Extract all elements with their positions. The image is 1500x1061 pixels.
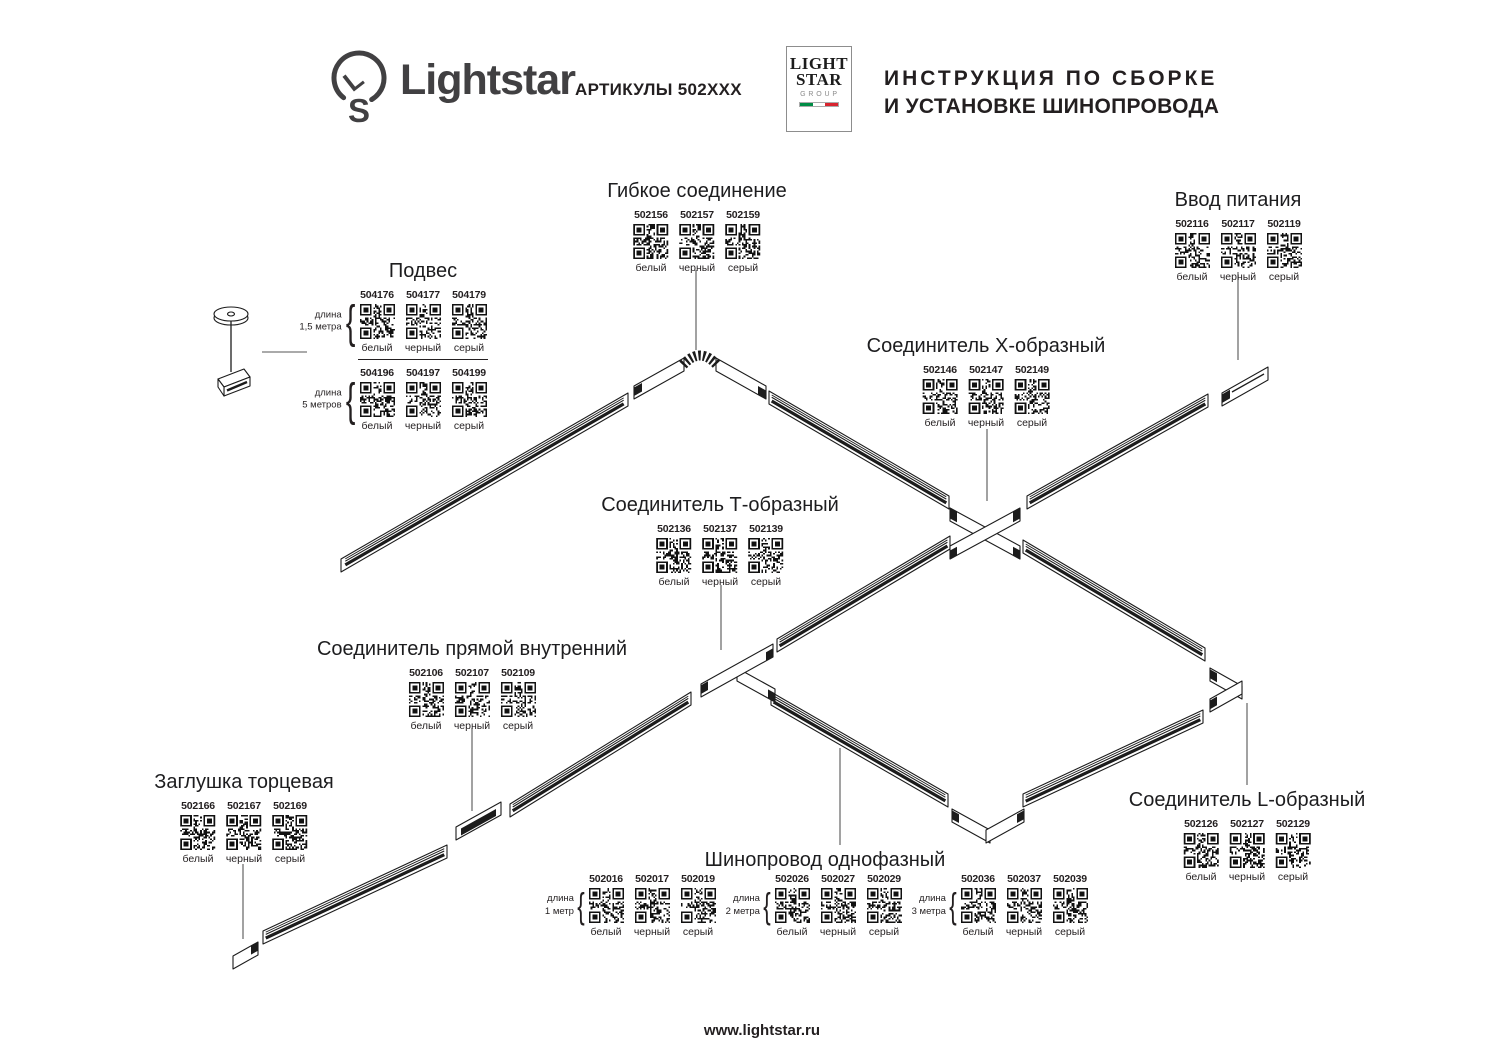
product-variant: [404, 367, 442, 432]
brace-glyph: {: [949, 884, 957, 926]
color-label: серый: [453, 342, 485, 354]
length-label: [911, 884, 959, 926]
color-label: белый: [1185, 871, 1217, 883]
article-number: 502016: [589, 873, 623, 885]
article-number: 502129: [1276, 818, 1310, 830]
article-number: 502117: [1221, 218, 1255, 230]
article-number: 502039: [1053, 873, 1087, 885]
flag-red: [825, 103, 838, 106]
product-group-power: [1173, 190, 1303, 283]
brace-glyph: {: [345, 294, 356, 347]
product-variant: [747, 523, 785, 588]
qr-code: [961, 888, 996, 923]
product-variant: [1228, 818, 1266, 883]
color-label: черный: [701, 576, 739, 588]
group-title: Гибкое соединение: [607, 180, 787, 202]
product-variant: [921, 364, 959, 429]
brand-wordmark: Lightstar: [400, 56, 575, 104]
article-number: 502116: [1175, 218, 1209, 230]
color-label: белый: [361, 420, 393, 432]
lightstar-group-logo: [786, 46, 852, 132]
qr-code: [1175, 233, 1210, 268]
article-number: 502107: [455, 667, 489, 679]
qr-code: [821, 888, 856, 923]
qr-code: [969, 379, 1004, 414]
qr-code: [455, 682, 490, 717]
product-variant: [179, 800, 217, 865]
product-variant: [633, 873, 671, 938]
qr-row: [407, 667, 537, 732]
color-label: белый: [658, 576, 690, 588]
product-group-pendant: [299, 260, 488, 432]
product-variant: [679, 873, 717, 938]
article-number: 502139: [749, 523, 783, 535]
product-variant: [587, 873, 625, 938]
article-number: 502159: [726, 209, 760, 221]
track-length-subgroup: [544, 873, 717, 938]
article-number: 502026: [775, 873, 809, 885]
product-variant: [967, 364, 1005, 429]
length-label-word: длина: [733, 893, 760, 905]
group-title: Подвес: [388, 260, 458, 282]
qr-code: [452, 382, 487, 417]
group-logo-star: STAR: [795, 70, 843, 90]
qr-row: [179, 800, 309, 865]
bulb-icon: [326, 48, 390, 128]
qr-code: [273, 815, 308, 850]
product-variant: [404, 289, 442, 354]
article-number: 502106: [409, 667, 443, 679]
article-number: 502027: [821, 873, 855, 885]
color-label: серый: [1054, 926, 1086, 938]
flag-white: [813, 103, 826, 106]
qr-code: [1276, 833, 1311, 868]
color-label: черный: [1228, 871, 1266, 883]
qr-code: [681, 888, 716, 923]
brace-glyph: {: [763, 884, 771, 926]
qr-row: [921, 364, 1051, 429]
color-label: серый: [868, 926, 900, 938]
brace-glyph: {: [577, 884, 585, 926]
color-label: черный: [404, 420, 442, 432]
product-variant: [701, 523, 739, 588]
article-number: 502167: [227, 800, 261, 812]
product-variant: [271, 800, 309, 865]
article-number: 502149: [1015, 364, 1049, 376]
qr-row: [544, 873, 717, 938]
product-variant: [773, 873, 811, 938]
color-label: серый: [1016, 417, 1048, 429]
color-label: серый: [502, 720, 534, 732]
qr-code: [923, 379, 958, 414]
document-title: [884, 67, 1219, 119]
svg-text:L: L: [337, 63, 370, 98]
color-label: серый: [1277, 871, 1309, 883]
product-variant: [1265, 218, 1303, 283]
qr-row: [1182, 818, 1312, 883]
product-group-endcap: [154, 772, 334, 865]
length-label-word: длина: [314, 387, 342, 399]
qr-code: [634, 224, 669, 259]
color-label: серый: [727, 262, 759, 274]
product-variant: [450, 289, 488, 354]
articles-label: АРТИКУЛЫ 502XXX: [575, 80, 742, 99]
article-number: 504197: [406, 367, 440, 379]
product-group-l: [1129, 790, 1366, 883]
straight-connector-graphic: [456, 802, 501, 840]
group-title: Соединитель прямой внутренний: [316, 638, 628, 660]
product-group-straight: [317, 639, 627, 732]
length-label: [544, 884, 587, 926]
qr-code: [1053, 888, 1088, 923]
length-label-value: 5 метров: [302, 399, 342, 411]
document-title-line2: И УСТАНОВКЕ ШИНОПРОВОДА: [884, 95, 1220, 118]
track-length-subgroup: [725, 873, 903, 938]
qr-code: [1230, 833, 1265, 868]
qr-code: [589, 888, 624, 923]
length-label: [299, 294, 358, 347]
color-label: черный: [819, 926, 857, 938]
qr-row: [632, 209, 762, 274]
color-label: белый: [1176, 271, 1208, 283]
color-label: черный: [1219, 271, 1257, 283]
article-number: 502126: [1184, 818, 1218, 830]
length-label-value: 3 метра: [911, 905, 946, 917]
color-label: серый: [453, 420, 485, 432]
article-number: 504179: [452, 289, 486, 301]
color-label: серый: [682, 926, 714, 938]
qr-code: [406, 382, 441, 417]
x-connector-graphic: [950, 508, 1020, 560]
qr-code: [635, 888, 670, 923]
color-label: черный: [404, 342, 442, 354]
l-connector-bottom-graphic: [952, 809, 1024, 843]
l-connector-right-graphic: [1210, 668, 1242, 712]
article-number: 502157: [680, 209, 714, 221]
group-title: Соединитель Х-образный: [866, 335, 1106, 357]
qr-code: [1015, 379, 1050, 414]
product-variant: [450, 367, 488, 432]
qr-row: [655, 523, 785, 588]
color-label: белый: [924, 417, 956, 429]
qr-row: [725, 873, 903, 938]
qr-code: [181, 815, 216, 850]
color-label: белый: [182, 853, 214, 865]
track-segment-graphic: [1023, 540, 1205, 661]
product-group-x: [867, 336, 1106, 429]
product-variant: [1182, 818, 1220, 883]
length-label-word: длина: [547, 893, 574, 905]
product-variant: [1274, 818, 1312, 883]
product-variant: [655, 523, 693, 588]
color-label: белый: [590, 926, 622, 938]
length-label-value: 2 метра: [725, 905, 760, 917]
color-label: серый: [1268, 271, 1300, 283]
qr-code: [657, 538, 692, 573]
qr-code: [867, 888, 902, 923]
product-variant: [225, 800, 263, 865]
article-number: 502146: [923, 364, 957, 376]
product-variant: [1219, 218, 1257, 283]
product-variant: [358, 367, 396, 432]
qr-code: [409, 682, 444, 717]
article-number: 502036: [961, 873, 995, 885]
product-variant: [678, 209, 716, 274]
qr-code: [703, 538, 738, 573]
article-number: 504177: [406, 289, 440, 301]
qr-code: [1007, 888, 1042, 923]
document-title-line1: ИНСТРУКЦИЯ ПО СБОРКЕ: [884, 67, 1218, 90]
qr-code: [452, 304, 487, 339]
qr-code: [1267, 233, 1302, 268]
color-label: белый: [361, 342, 393, 354]
article-number: 502127: [1230, 818, 1264, 830]
product-variant: [1173, 218, 1211, 283]
product-variant: [1005, 873, 1043, 938]
color-label: белый: [410, 720, 442, 732]
product-variant: [819, 873, 857, 938]
article-number: 502137: [703, 523, 737, 535]
color-label: черный: [1005, 926, 1043, 938]
product-group-t: [601, 495, 839, 588]
group-title: Соединитель L-образный: [1128, 789, 1366, 811]
product-variant: [453, 667, 491, 732]
article-number: 504199: [452, 367, 486, 379]
group-title: Заглушка торцевая: [154, 771, 334, 793]
track-segment-graphic: [771, 692, 948, 807]
product-variant: [632, 209, 670, 274]
qr-code: [501, 682, 536, 717]
article-number: 502119: [1267, 218, 1301, 230]
product-variant: [959, 873, 997, 938]
pendant-graphic: [214, 307, 250, 396]
color-label: белый: [776, 926, 808, 938]
product-variant: [499, 667, 537, 732]
flag-green: [800, 103, 813, 106]
qr-code: [360, 304, 395, 339]
article-number: 502147: [969, 364, 1003, 376]
article-number: 502169: [273, 800, 307, 812]
article-number: 502029: [867, 873, 901, 885]
article-number: 502166: [181, 800, 215, 812]
article-number: 502136: [657, 523, 691, 535]
group-title: Соединитель Т-образный: [601, 494, 839, 516]
article-number: 502037: [1007, 873, 1041, 885]
length-label: [725, 884, 773, 926]
end-cap-graphic: [233, 942, 258, 969]
color-label: черный: [967, 417, 1005, 429]
track-length-subgroup: [911, 873, 1089, 938]
color-label: белый: [962, 926, 994, 938]
length-label: [302, 372, 358, 425]
lightstar-logo: [326, 48, 575, 128]
group-logo-light: LIGHT: [789, 54, 849, 73]
product-variant: [865, 873, 903, 938]
article-number: 502019: [681, 873, 715, 885]
color-label: серый: [750, 576, 782, 588]
svg-text:S: S: [348, 92, 371, 128]
article-number: 502017: [635, 873, 669, 885]
row-divider: [358, 359, 488, 360]
power-feed-graphic: [1222, 367, 1268, 406]
qr-code: [749, 538, 784, 573]
qr-row: [1173, 218, 1303, 283]
t-connector-graphic: [701, 644, 775, 702]
qr-row: [911, 873, 1089, 938]
product-variant: [358, 289, 396, 354]
group-title: Ввод питания: [1174, 189, 1302, 211]
website-url[interactable]: www.lightstar.ru: [703, 1022, 821, 1039]
product-group-flexible: [607, 181, 787, 274]
color-label: серый: [274, 853, 306, 865]
article-number: 502109: [501, 667, 535, 679]
product-variant: [1013, 364, 1051, 429]
group-logo-group: GROUP: [800, 91, 840, 99]
qr-code: [406, 304, 441, 339]
group-title: Шинопровод однофазный: [704, 849, 946, 871]
article-number: 502156: [634, 209, 668, 221]
qr-row: [299, 289, 488, 354]
brace-glyph: {: [345, 372, 356, 425]
qr-code: [775, 888, 810, 923]
product-variant: [407, 667, 445, 732]
product-variant: [724, 209, 762, 274]
qr-code: [726, 224, 761, 259]
length-label-word: длина: [314, 309, 342, 321]
color-label: черный: [678, 262, 716, 274]
article-number: 504196: [360, 367, 394, 379]
color-label: черный: [225, 853, 263, 865]
qr-code: [1184, 833, 1219, 868]
color-label: белый: [635, 262, 667, 274]
flexible-connector-graphic: [634, 356, 766, 400]
length-label-value: 1,5 метра: [299, 321, 342, 333]
qr-code: [227, 815, 262, 850]
qr-code: [680, 224, 715, 259]
color-label: черный: [453, 720, 491, 732]
color-label: черный: [633, 926, 671, 938]
qr-code: [360, 382, 395, 417]
italian-flag-icon: [799, 102, 839, 107]
product-variant: [1051, 873, 1089, 938]
length-label-word: длина: [919, 893, 946, 905]
qr-code: [1221, 233, 1256, 268]
length-label-value: 1 метр: [544, 905, 574, 917]
article-number: 504176: [360, 289, 394, 301]
qr-row: [302, 367, 488, 432]
